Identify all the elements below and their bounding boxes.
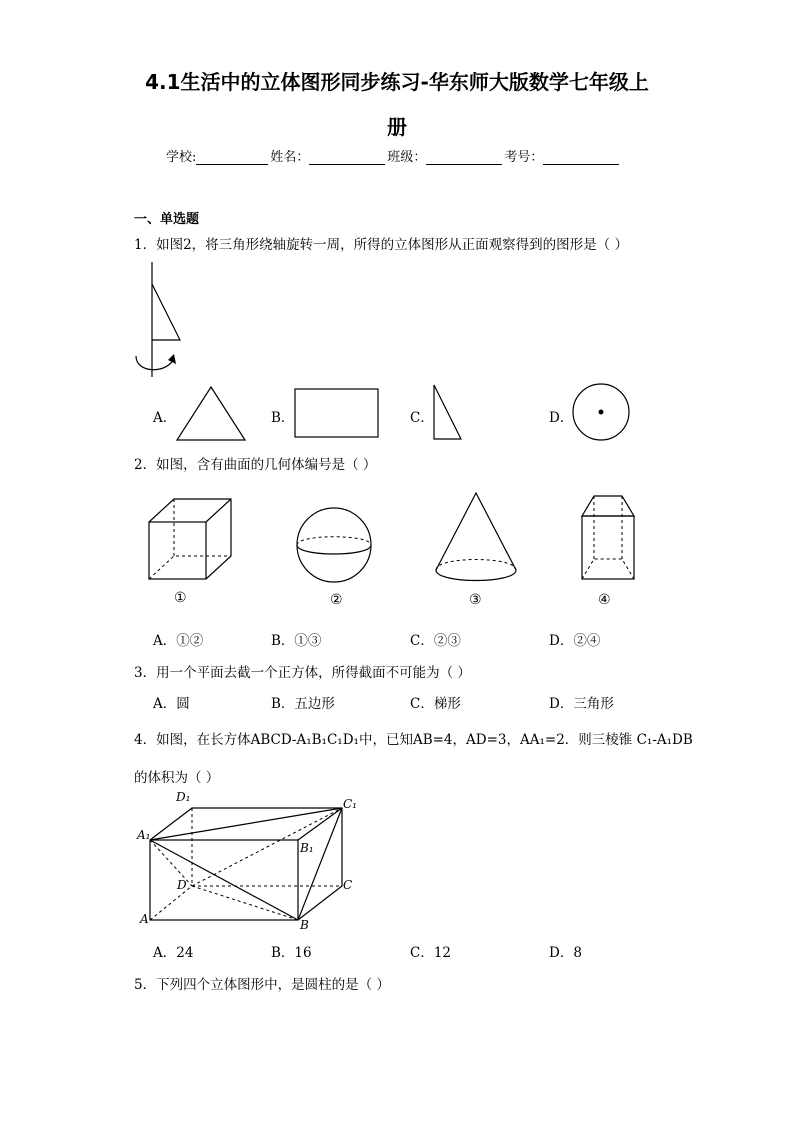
vertex-label-b1: B₁: [300, 841, 314, 855]
question-1-text: 1．如图2，将三角形绕轴旋转一周，所得的立体图形从正面观察得到的图形是（ ）: [134, 237, 628, 253]
question-2-text: 2．如图，含有曲面的几何体编号是（ ）: [134, 457, 377, 473]
q4-cuboid-figure: [130, 790, 370, 935]
number-label: 考号：: [504, 150, 544, 165]
q2-sphere-figure: [295, 506, 375, 586]
q1-circle-figure: [572, 383, 632, 443]
q1-option-b[interactable]: B．: [271, 410, 295, 426]
question-4-text: 4．如图，在长方体ABCD-A₁B₁C₁D₁中，已知AB=4，AD=3，AA₁=2．则三棱锥 C₁-A₁DB: [134, 732, 693, 748]
page-title: 4.1生活中的立体图形同步练习-华东师大版数学七年级上: [145, 70, 649, 94]
q3-option-d[interactable]: D．三角形: [549, 696, 614, 712]
q1-option-c[interactable]: C．: [410, 410, 434, 426]
vertex-label-c1: C₁: [343, 797, 357, 811]
question-4-text-continued: 的体积为（ ）: [134, 770, 220, 786]
q4-option-c[interactable]: C．12: [410, 945, 452, 961]
name-blank[interactable]: [309, 150, 385, 165]
class-blank[interactable]: [426, 150, 502, 165]
q2-figure-label-1: ①: [174, 590, 187, 606]
q3-option-c[interactable]: C．梯形: [410, 696, 461, 712]
question-3-text: 3．用一个平面去截一个正方体，所得截面不可能为（ ）: [134, 665, 471, 681]
section-heading: 一、单选题: [134, 212, 200, 227]
q4-option-b[interactable]: B．16: [271, 945, 312, 961]
q2-option-d[interactable]: D．②④: [549, 633, 601, 649]
q1-triangle-figure: [176, 386, 248, 442]
student-info-line: [166, 146, 621, 165]
vertex-label-b: B: [300, 918, 309, 932]
school-label: 学校:: [166, 150, 197, 165]
q1-rotation-figure: [130, 262, 190, 382]
q1-option-a[interactable]: A．: [153, 410, 177, 426]
q2-cone-figure: [434, 491, 520, 585]
q2-option-a[interactable]: A．①②: [153, 633, 204, 649]
q4-option-a[interactable]: A．24: [153, 945, 194, 961]
q1-right-triangle-figure: [432, 384, 464, 442]
q2-option-b[interactable]: B．①③: [271, 633, 322, 649]
name-label: 姓名：: [270, 150, 310, 165]
q2-figure-label-4: ④: [598, 592, 611, 608]
q2-cube-figure: [147, 497, 237, 583]
q2-figure-label-3: ③: [469, 592, 482, 608]
vertex-label-d1: D₁: [176, 790, 191, 804]
school-blank[interactable]: [196, 150, 268, 165]
q3-option-a[interactable]: A．圆: [153, 696, 190, 712]
q2-option-c[interactable]: C．②③: [410, 633, 461, 649]
class-label: 班级：: [387, 150, 427, 165]
q3-option-b[interactable]: B．五边形: [271, 696, 335, 712]
vertex-label-a: A: [140, 912, 149, 926]
q2-prism-figure: [580, 494, 638, 582]
q1-rectangle-figure: [294, 388, 380, 440]
vertex-label-c: C: [343, 878, 353, 892]
q1-option-d[interactable]: D．: [549, 410, 574, 426]
vertex-label-a1: A₁: [137, 828, 151, 842]
q4-option-d[interactable]: D．8: [549, 945, 582, 961]
question-5-text: 5．下列四个立体图形中，是圆柱的是（ ）: [134, 977, 390, 993]
page-title-continued: 册: [387, 115, 407, 139]
vertex-label-d: D: [177, 878, 187, 892]
q2-figure-label-2: ②: [330, 592, 343, 608]
number-blank[interactable]: [543, 150, 619, 165]
